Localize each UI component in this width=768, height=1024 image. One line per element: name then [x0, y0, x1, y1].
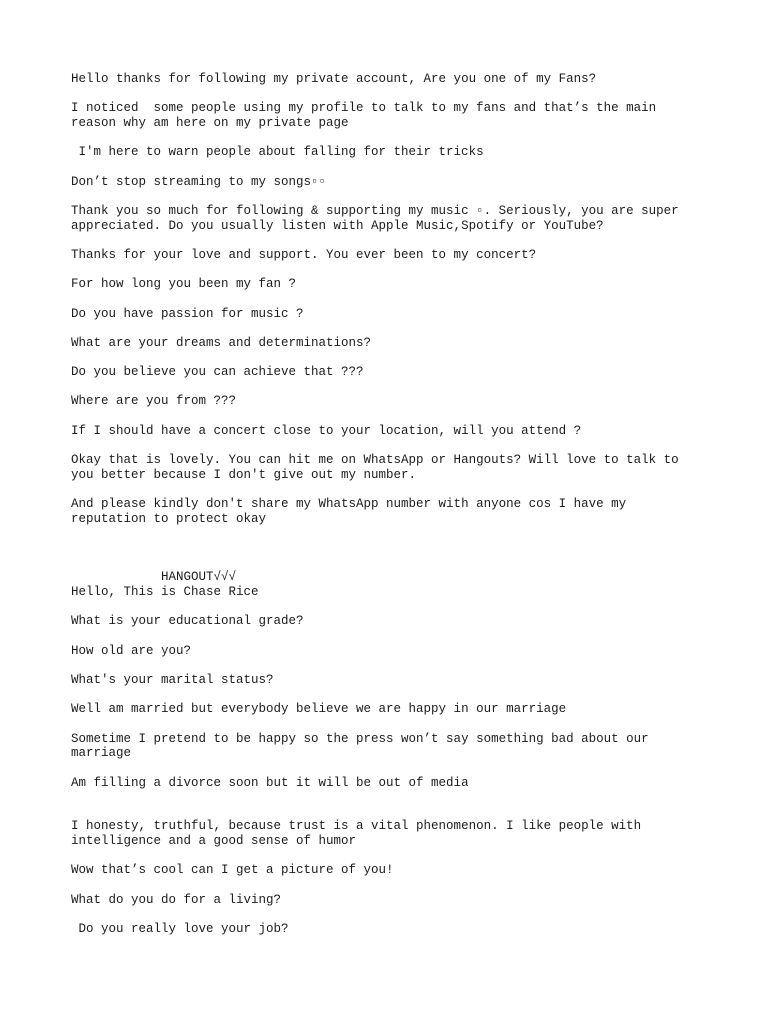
text-line: Okay that is lovely. You can hit me on WhatsApp or Hangouts? Will love to talk to [71, 453, 679, 468]
text-line: marriage [71, 746, 132, 761]
message-paragraph [71, 394, 751, 409]
message-paragraph [71, 497, 751, 526]
message-paragraph [71, 673, 751, 688]
message-paragraph [71, 424, 751, 439]
message-paragraph [71, 702, 751, 717]
text-line: intelligence and a good sense of humor [71, 834, 357, 849]
message-paragraph [71, 248, 751, 263]
message-paragraph [71, 893, 751, 908]
text-line: reputation to protect okay [71, 511, 267, 526]
text-line: Am filling a divorce soon but it will be out of media [71, 775, 469, 790]
text-line: Hello, This is Chase Rice [71, 584, 259, 599]
message-paragraph [71, 277, 751, 292]
text-line: And please kindly don't share my WhatsApp number with anyone cos I have my [71, 497, 627, 512]
text-line: What is your educational grade? [71, 614, 304, 629]
text-line: If I should have a concert close to your location, will you attend ? [71, 423, 582, 438]
text-line: I noticed some people using my profile to talk to my fans and that’s the main [71, 101, 657, 116]
message-paragraph [71, 72, 751, 87]
text-line: Thanks for your love and support. You ever been to my concert? [71, 247, 537, 262]
message-paragraph [71, 307, 751, 322]
text-line: Do you believe you can achieve that ??? [71, 365, 364, 380]
message-paragraph [71, 365, 751, 380]
text-line: you better because I don't give out my number. [71, 467, 417, 482]
message-paragraph [71, 570, 751, 599]
text-line: Hello thanks for following my private account, Are you one of my Fans? [71, 72, 597, 86]
text-line: Thank you so much for following & supporting my music ▫. Seriously, you are super [71, 203, 679, 218]
message-paragraph [71, 819, 751, 848]
message-paragraph [71, 175, 751, 190]
message-paragraph [71, 336, 751, 351]
message-paragraph [71, 145, 751, 160]
section-heading: HANGOUT√√√ [161, 570, 237, 585]
text-line: For how long you been my fan ? [71, 277, 297, 292]
message-paragraph [71, 863, 751, 878]
message-paragraph [71, 732, 751, 761]
message-paragraph [71, 453, 751, 482]
text-line: What's your marital status? [71, 672, 274, 687]
message-paragraph [71, 204, 751, 233]
message-paragraph [71, 922, 751, 937]
message-paragraph [71, 644, 751, 659]
text-line: Do you have passion for music ? [71, 306, 304, 321]
text-line: I honesty, truthful, because trust is a vital phenomenon. I like people with [71, 819, 642, 834]
text-line: What do you do for a living? [71, 892, 282, 907]
text-line: Well am married but everybody believe we are happy in our marriage [71, 702, 567, 717]
document-body [71, 72, 751, 951]
text-line: Wow that’s cool can I get a picture of you! [71, 863, 394, 878]
text-line: How old are you? [71, 643, 192, 658]
text-line: Sometime I pretend to be happy so the press won’t say something bad about our [71, 731, 649, 746]
message-paragraph [71, 101, 751, 130]
message-paragraph [71, 776, 751, 791]
message-paragraph [71, 614, 751, 629]
paragraph-spacer [71, 541, 751, 570]
text-line: Where are you from ??? [71, 394, 237, 409]
text-line: I'm here to warn people about falling for their tricks [78, 145, 484, 160]
text-line: What are your dreams and determinations? [71, 335, 372, 350]
text-line: Don’t stop streaming to my songs▫▫ [71, 174, 327, 189]
paragraph-spacer [71, 805, 751, 820]
text-line: reason why am here on my private page [71, 115, 349, 130]
text-line: appreciated. Do you usually listen with Apple Music,Spotify or YouTube? [71, 218, 604, 233]
text-line: Do you really love your job? [78, 922, 289, 937]
